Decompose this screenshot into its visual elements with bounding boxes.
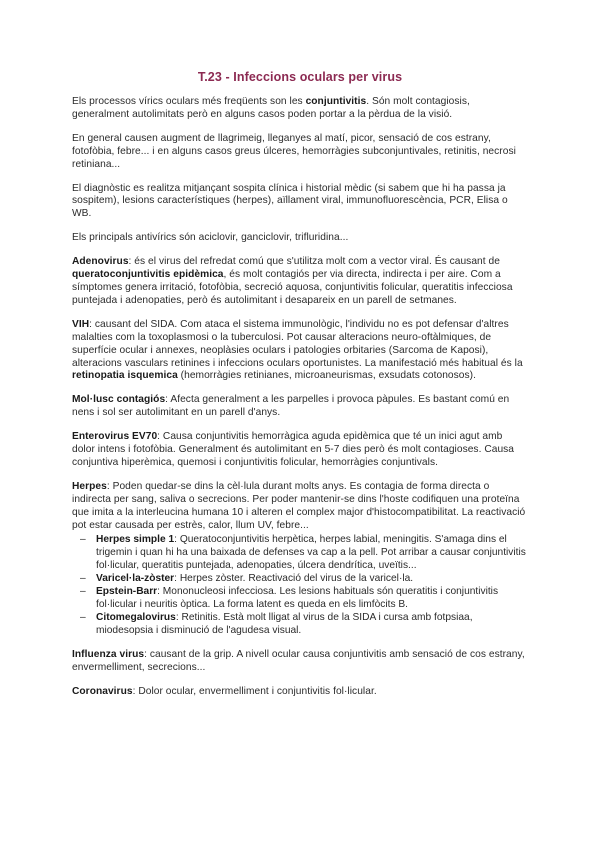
list-item (80, 612, 528, 638)
adenovirus-text-end: , és molt contagiós per via directa, indirecta i per aire. Com a símptomes genera irritació, fotofòbia, secreció aquosa, conjuntivitis folicular, queratitis infecciosa puntejada i adenopaties, però és autolimitant i desapareix en un parell de setmanes. (72, 269, 513, 306)
page-title: T.23 - Infeccions oculars per virus (197, 70, 403, 84)
list-item-title: Epstein-Barr (96, 586, 158, 598)
mollusc-text: : Afecta generalment a les parpelles i provoca pàpules. Es bastant comú en nens i sol ser autolimitant en un parell d'anys. (72, 394, 510, 419)
list-item-text: : Herpes zòster. Reactivació del virus de la varicel·la. (174, 573, 414, 585)
vih-bold-term: retinopatia isquemica (72, 370, 178, 382)
enterovirus-paragraph (72, 431, 528, 470)
herpes-heading: Herpes (72, 480, 107, 492)
dash-bullet: – (80, 534, 86, 546)
influenza-text: : causant de la grip. A nivell ocular causa conjuntivitis amb sensació de cos estrany, envermelliment, secrecions... (72, 648, 525, 673)
herpes-paragraph (72, 481, 528, 533)
enterovirus-heading: Enterovirus EV70 (72, 431, 158, 443)
dash-bullet: – (80, 611, 86, 623)
dash-bullet: – (80, 573, 86, 585)
adenovirus-text: : és el virus del refredat comú que s'utilitza molt com a vector viral. És causant de (128, 256, 500, 268)
list-item (80, 586, 528, 612)
list-item-text: : Retinitis. Està molt lligat al virus de la SIDA i cursa amb fotpsiaa, miodesopsia i disminució de l'agudesa visual. (96, 611, 473, 636)
adenovirus-heading: Adenovirus (72, 256, 129, 268)
vih-heading: VIH (72, 318, 90, 330)
dash-bullet: – (80, 586, 86, 598)
vih-paragraph (72, 319, 528, 384)
coronavirus-text: : Dolor ocular, envermelliment i conjuntivitis fol·licular. (132, 685, 377, 697)
coronavirus-paragraph (72, 686, 528, 699)
mollusc-paragraph (72, 394, 528, 420)
antivirals-paragraph: Els principals antivírics són aciclovir, ganciclovir, trifluridina... (72, 232, 349, 244)
enterovirus-text: : Causa conjuntivitis hemorràgica aguda epidèmica que té un inici agut amb dolor intens i fotofòbia. Generalment és autolimitant en 5-7 dies però és molt contagioses. Causa conjuntiva hiperèmica, quemosi i conjuntivitis folicular, hemorràgies conjuntivals. (72, 431, 515, 468)
list-item-text: : Queratoconjuntivitis herpètica, herpes labial, meningitis. S'amaga dins el trigemin i quan hi ha una baixada de defenses va cap a la pell. Pot arribar a causar conjuntivitis fol·licular, queratitis puntejada, adenopaties, úlcera dendrítica, uveïtis... (96, 534, 526, 572)
list-item-title: Herpes simple 1 (96, 534, 175, 546)
list-item-title: Citomegalovirus (96, 611, 176, 623)
intro-text: Els processos vírics oculars més freqüents son les (72, 96, 306, 107)
coronavirus-heading: Coronavirus (72, 685, 133, 697)
diagnosis-paragraph: El diagnòstic es realitza mitjançant sospita clínica i historial mèdic (si sabem que hi ha passa ja sospitem), lesions característiques (herpes), aïllament viral, immunofluorescència, PCR, Elisa o WB. (72, 182, 508, 220)
symptoms-paragraph: En general causen augment de llagrimeig, lleganyes al matí, picor, sensació de cos estrany, fotofòbia, febre... i en alguns casos greus úlceres, hemorràgies subconjuntivales, retinitis, necrosi retiniana... (72, 132, 516, 170)
adenovirus-paragraph (72, 256, 528, 308)
herpes-text: : Poden quedar-se dins la cèl·lula durant molts anys. Es contagia de forma directa o indirecta per sang, saliva o secrecions. Per poder mantenir-se dins l'hoste codifiquen una proteïna que imita a la interleucina humana 10 i alteren el complex major d'histocompatibilitat. La reactivació pot estar causada per estrès, calor, llum UV, febre... (72, 480, 526, 531)
list-item (80, 534, 528, 573)
intro-text-end: . Són molt contagiosis, generalment autolimitats però en alguns casos poden portar a la pèrdua de la visió. (72, 96, 470, 120)
herpes-list (72, 534, 528, 637)
adenovirus-bold-term: queratoconjuntivitis epidèmica (72, 269, 224, 281)
list-item-text: : Mononucleosi infecciosa. Les lesions habituals són queratitis i conjuntivitis fol·licular i neuritis òptica. La forma latent es queda en els limfòcits B. (96, 586, 499, 610)
intro-paragraph (72, 96, 528, 122)
influenza-heading: Influenza virus (72, 648, 145, 660)
list-item-title: Varicel·la-zòster (96, 573, 175, 585)
vih-text: : causant del SIDA. Com ataca el sistema immunològic, l'individu no es pot defensar d'altres malalties com la toxoplasmosi o la tuberculosi. Pot causar alteracions neuro-oftàlmiques, de superfície ocular i annexes, neoplàsies oculars i patologies orbitaries (Sarcoma de Kaposi), alteracions vasculars retinines i infeccions oculars oportunistes. La manifestació més habitual és la (72, 318, 523, 369)
list-item (80, 573, 528, 586)
mollusc-heading: Mol·lusc contagiós (72, 394, 166, 406)
influenza-paragraph (72, 649, 528, 675)
vih-text-end: (hemorràgies retinianes, microaneurismas, exsudats cotonosos). (177, 370, 476, 382)
intro-bold-term: conjuntivitis (305, 96, 367, 107)
